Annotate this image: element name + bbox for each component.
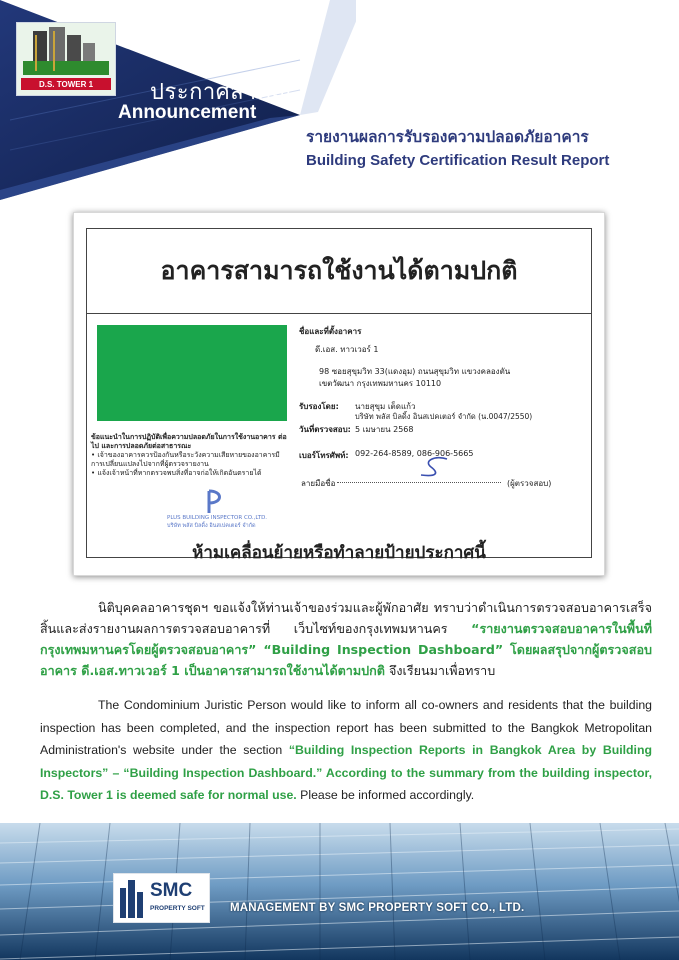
do-not-remove-warning: ห้ามเคลื่อนย้ายหรือทำลายป้ายประกาศนี้ <box>192 543 486 563</box>
headline-divider <box>87 313 591 314</box>
stamp-text-th: บริษัท พลัส บิลดิ้ง อินสเปคเตอร์ จำกัด <box>167 523 256 529</box>
signature-line <box>337 482 501 483</box>
notice-en-text-2: Please be informed accordingly. <box>296 788 475 802</box>
report-title-en: Building Safety Certification Result Report <box>306 152 610 169</box>
ds-tower-logo <box>16 22 116 96</box>
signature-icon <box>417 455 457 479</box>
signature-label: ลายมือชื่อ <box>301 479 336 488</box>
green-status-block <box>97 325 287 421</box>
management-credit: MANAGEMENT BY SMC PROPERTY SOFT CO., LTD. <box>230 902 525 914</box>
note-item-1: • เจ้าของอาคารควรป้องกันหรือระวังความเสียหายของอาคารมีการเปลี่ยนแปลงไปจากที่ผู้ตรวจรายงาน <box>91 451 280 468</box>
safety-notes <box>91 433 291 478</box>
announcement-title-th: ประกาศสำคัญ <box>150 80 291 105</box>
stamp-logo-icon <box>203 489 227 515</box>
notice-th-text-2: จึงเรียนมาเพื่อทราบ <box>384 663 496 678</box>
notes-title: ข้อแนะนำในการปฏิบัติเพื่อความปลอดภัยในการใช้งานอาคาร ต่อไป และการปลอดภัยต่อสาธารณะ <box>91 433 287 450</box>
address-line-2: เขตวัฒนา กรุงเทพมหานคร 10110 <box>319 379 442 388</box>
smc-logo-sub: PROPERTY SOFT <box>150 905 205 912</box>
notice-en-highlight: “Building Inspection Reports in Bangkok Area by Building Inspectors” – “Building Inspection Dashboard.” According to the summary from the building inspector, D.S. Tower 1 is deemed safe for normal use. <box>40 743 652 802</box>
notice-paragraph-th <box>40 597 652 681</box>
note-item-2: • แจ้งเจ้าหน้าที่หากตรวจพบสิ่งที่อาจก่อให้เกิดอันตรายได้ <box>91 469 262 477</box>
inspection-date-label: วันที่ตรวจสอบ: <box>299 425 351 434</box>
announcement-title-en: Announcement <box>118 102 257 123</box>
certificate-sign <box>73 212 605 576</box>
footer-banner <box>0 823 679 960</box>
building-name: ดี.เอส. ทาวเวอร์ 1 <box>315 345 379 354</box>
inspector-stamp <box>167 489 271 529</box>
inspection-company: บริษัท พลัส บิลดิ้ง อินสเปคเตอร์ จำกัด (น.0047/2550) <box>355 412 533 421</box>
stamp-text-en: PLUS BUILDING INSPECTOR CO.,LTD. <box>167 515 268 521</box>
inspector-name: นายสุขุม เต็ดแก้ว <box>355 402 416 411</box>
certificate-headline: อาคารสามารถใช้งานได้ตามปกติ <box>160 256 518 285</box>
notice-th-highlight: “รายงานตรวจสอบอาคารในพื้นที่กรุงเทพมหานครโดยผู้ตรวจสอบอาคาร” “Building Inspection Dashboard” โดยผลสรุปจากผู้ตรวจสอบอาคาร ดี.เอส.ทาวเวอร์ 1 เป็นอาคารสามารถใช้งานได้ตามปกติ <box>40 621 652 678</box>
certified-by-label: รับรองโดย: <box>299 402 339 411</box>
signature-suffix: (ผู้ตรวจสอบ) <box>507 479 552 488</box>
smc-building-icon <box>118 878 146 918</box>
phone-label: เบอร์โทรศัพท์: <box>299 451 349 460</box>
smc-logo <box>113 873 210 923</box>
phone-number: 092-264-8589, 086-906-5665 <box>355 449 474 458</box>
report-title-th: รายงานผลการรับรองความปลอดภัยอาคาร <box>306 128 589 146</box>
notice-th-text-1: นิติบุคคลอาคารชุดฯ ขอแจ้งให้ท่านเจ้าของร่วมและผู้พักอาศัย ทราบว่าดำเนินการตรวจสอบอาคารเสร็จสิ้นและส่งรายงานผลการตรวจสอบอาคารที่ เว็บไซท์ของกรุงเทพมหานคร <box>40 600 652 636</box>
inspection-date: 5 เมษายน 2568 <box>355 425 414 434</box>
logo-text: D.S. TOWER 1 <box>38 80 94 89</box>
smc-logo-main: SMC <box>150 880 193 901</box>
note-text-2: แจ้งเจ้าหน้าที่หากตรวจพบสิ่งที่อาจก่อให้เกิดอันตรายได้ <box>97 469 262 477</box>
building-name-label: ชื่อและที่ตั้งอาคาร <box>299 327 362 336</box>
notice-paragraph-en <box>40 694 652 807</box>
note-text-1: เจ้าของอาคารควรป้องกันหรือระวังความเสียหายของอาคารมีการเปลี่ยนแปลงไปจากที่ผู้ตรวจรายงาน <box>91 451 280 468</box>
address-line-1: 98 ซอยสุขุมวิท 33(แดงอุม) ถนนสุขุมวิท แขวงคลองตัน <box>319 367 511 376</box>
glass-building-background <box>0 823 679 960</box>
header-banner <box>0 0 679 200</box>
notice-en-text-1: The Condominium Juristic Person would like to inform all co-owners and residents that the building inspection has been completed, and the inspection report has been submitted to the Bangkok Metropolitan Administration's website under the section <box>40 698 652 757</box>
certificate-frame <box>86 228 592 558</box>
